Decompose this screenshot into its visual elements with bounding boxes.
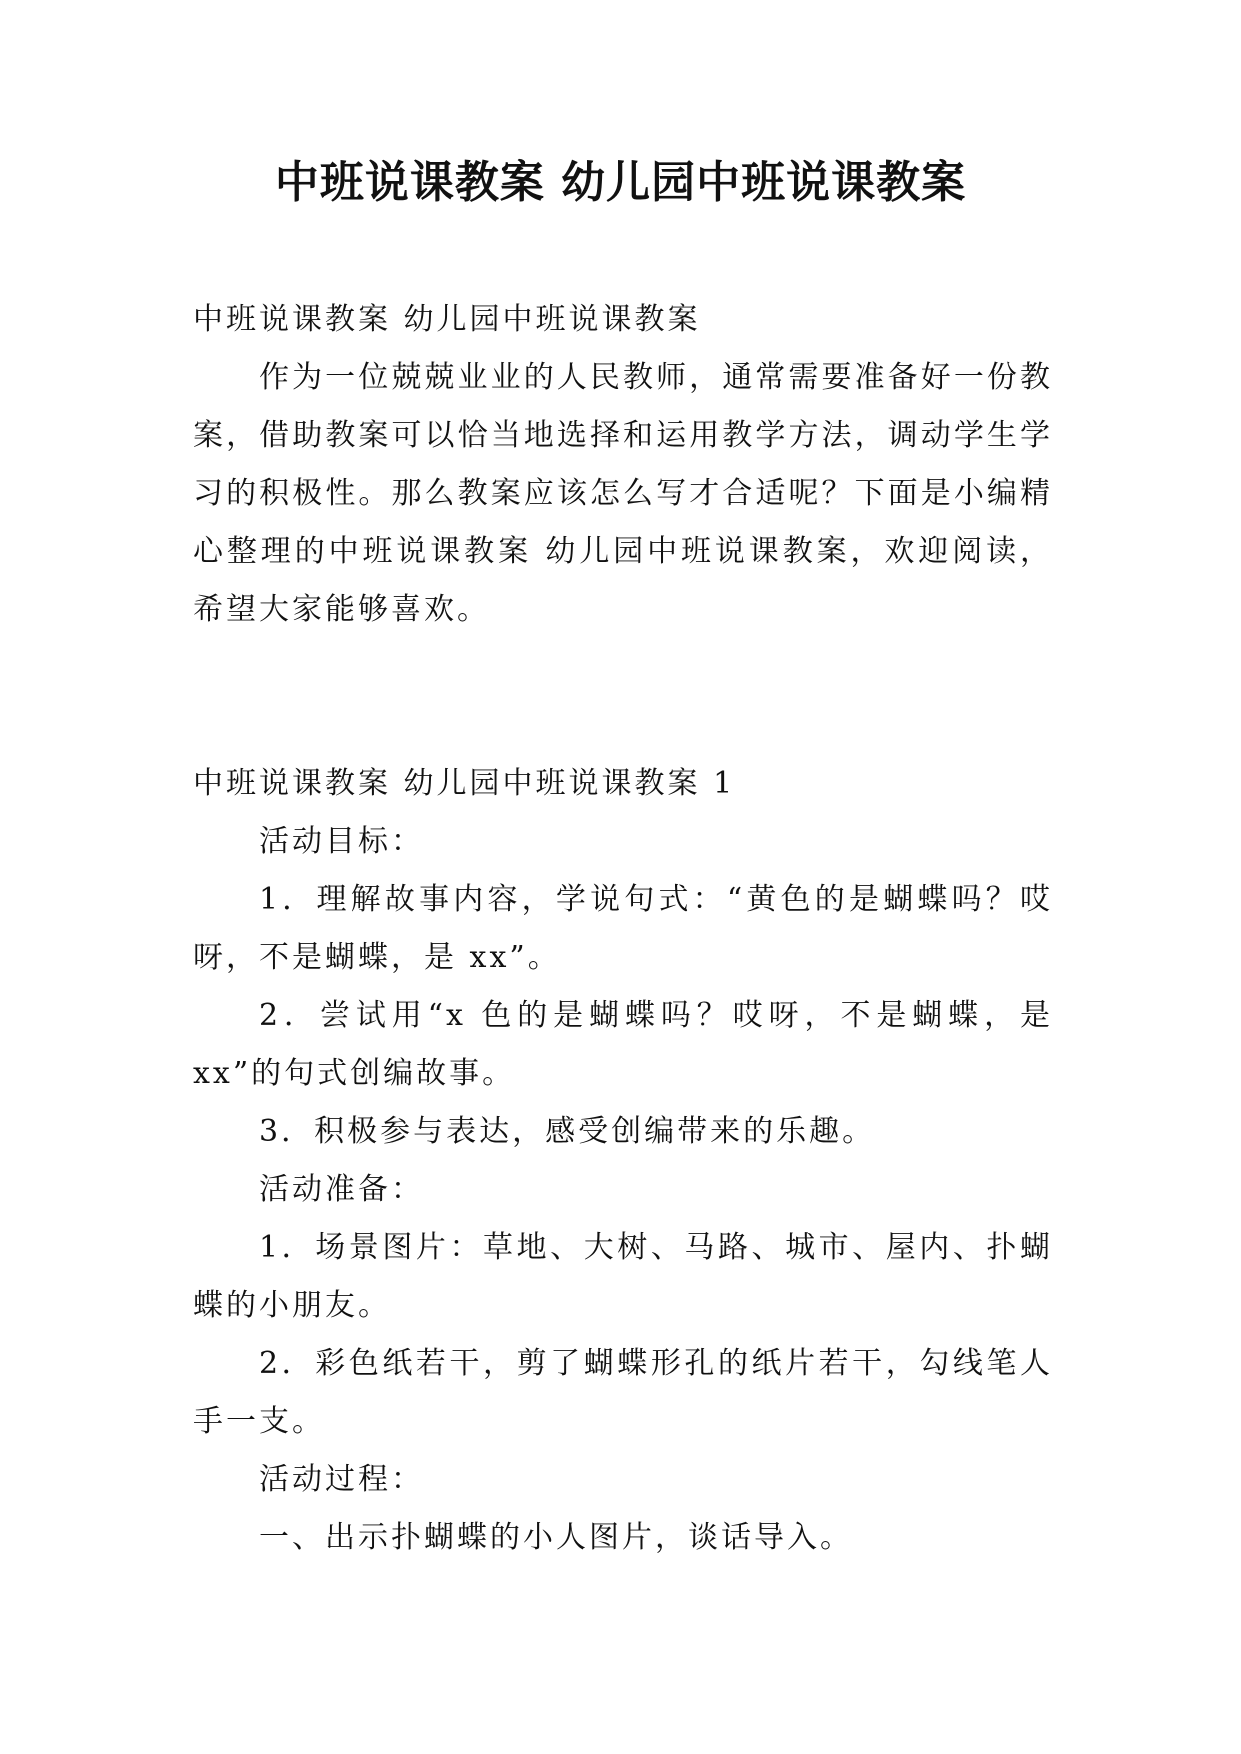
goals-label: 活动目标： [259, 824, 424, 859]
intro-heading: 中班说课教案 幼儿园中班说课教案 [193, 302, 701, 337]
preparation-item: 2．彩色纸若干，剪了蝴蝶形孔的纸片若干，勾线笔人手一支。 [193, 1346, 1053, 1439]
section-heading: 中班说课教案 幼儿园中班说课教案 1 [193, 766, 736, 801]
process-label: 活动过程： [259, 1462, 424, 1497]
section-spacer [193, 639, 1053, 755]
goal-item: 3．积极参与表达，感受创编带来的乐趣。 [259, 1114, 876, 1149]
process-item: 一、出示扑蝴蝶的小人图片，谈话导入。 [259, 1520, 853, 1555]
intro-paragraph: 作为一位兢兢业业的人民教师，通常需要准备好一份教案，借助教案可以恰当地选择和运用教学方法，调动学生学习的积极性。那么教案应该怎么写才合适呢？下面是小编精心整理的中班说课教案 幼儿园中班说课教案，欢迎阅读，希望大家能够喜欢。 [193, 360, 1053, 627]
document-body [193, 291, 1053, 1567]
preparation-item: 1．场景图片：草地、大树、马路、城市、屋内、扑蝴蝶的小朋友。 [193, 1230, 1053, 1323]
document-title: 中班说课教案 幼儿园中班说课教案 [274, 157, 967, 208]
goal-item: 2．尝试用“x 色的是蝴蝶吗？哎呀，不是蝴蝶，是 xx”的句式创编故事。 [193, 998, 1053, 1091]
preparation-label: 活动准备： [259, 1172, 424, 1207]
goal-item: 1．理解故事内容，学说句式：“黄色的是蝴蝶吗？哎呀，不是蝴蝶，是 xx”。 [193, 882, 1053, 975]
